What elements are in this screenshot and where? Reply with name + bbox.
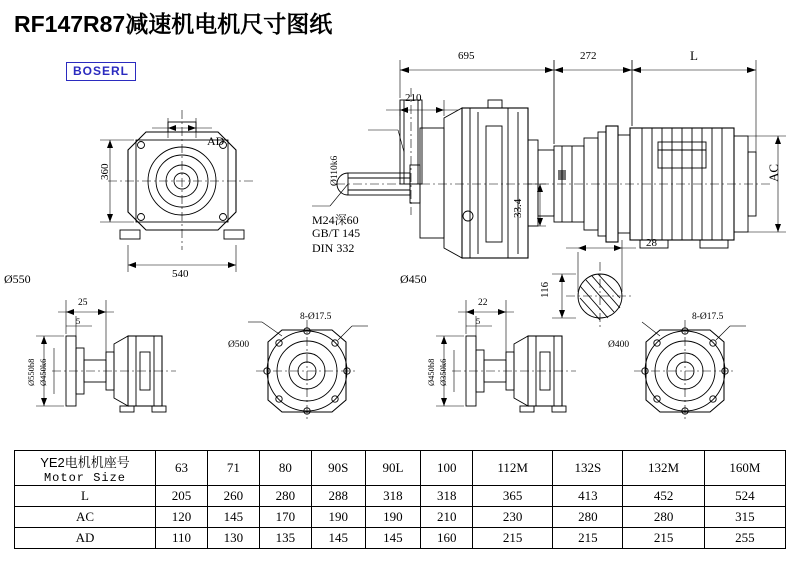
table-cell: 90L: [365, 451, 421, 486]
table-cell: 280: [553, 507, 623, 528]
dim-d500: Ø500: [228, 340, 250, 350]
dim-d550-left: Ø550: [4, 272, 31, 286]
dim-28: 28: [646, 237, 657, 249]
table-cell: 288: [311, 486, 365, 507]
table-cell: 130: [207, 528, 259, 549]
page-title: RF147R87减速机电机尺寸图纸: [14, 11, 333, 37]
table-rowhead-AC: AC: [15, 507, 156, 528]
table-cell: 80: [259, 451, 311, 486]
dim-5-b: 5: [476, 316, 481, 326]
dim-25: 25: [78, 298, 88, 308]
motor-size-table: [14, 450, 786, 549]
dim-d450-mid: Ø450: [400, 272, 427, 286]
table-cell: 63: [156, 451, 208, 486]
dim-8xo17-5-b: 8-Ø17.5: [692, 312, 724, 322]
table-cell: 110: [156, 528, 208, 549]
table-cell: 215: [553, 528, 623, 549]
table-row-header: [15, 451, 786, 486]
table-cell: 160M: [704, 451, 785, 486]
table-cell: 315: [704, 507, 785, 528]
table-cell: 190: [311, 507, 365, 528]
table-rowhead-AD: AD: [15, 528, 156, 549]
table-cell: 120: [156, 507, 208, 528]
table-rowhead-L: L: [15, 486, 156, 507]
table-cell: 215: [473, 528, 553, 549]
dim-d450h8: Ø450h8: [426, 358, 436, 386]
table-rowhead-motor-size: [15, 451, 156, 486]
table-cell: 90S: [311, 451, 365, 486]
table-cell: 145: [311, 528, 365, 549]
dim-d450k6: Ø450k6: [38, 358, 48, 386]
dim-5-a: 5: [76, 316, 81, 326]
table-cell: 524: [704, 486, 785, 507]
table-cell: 365: [473, 486, 553, 507]
table-cell: 280: [623, 507, 704, 528]
table-rowhead-en: Motor Size: [43, 470, 126, 485]
table-cell: 160: [421, 528, 473, 549]
table-row: [15, 507, 786, 528]
table-cell: 230: [473, 507, 553, 528]
brand-logo: BOSERL: [66, 62, 136, 81]
dim-33-4: 33.4: [512, 198, 524, 218]
table-rowhead-cn: YE2电机机座号: [40, 454, 130, 470]
table-cell: 205: [156, 486, 208, 507]
dim-8xo17-5-a: 8-Ø17.5: [300, 312, 332, 322]
dim-695: 695: [458, 50, 475, 62]
table-cell: 280: [259, 486, 311, 507]
dim-116: 116: [539, 281, 551, 298]
table-cell: 100: [421, 451, 473, 486]
table-cell: 132S: [553, 451, 623, 486]
dim-22: 22: [478, 298, 488, 308]
thread-note-line3: DIN 332: [312, 241, 355, 255]
table-cell: 145: [207, 507, 259, 528]
dim-360: 360: [99, 163, 111, 180]
table-cell: 413: [553, 486, 623, 507]
table-cell: 318: [421, 486, 473, 507]
table-cell: 318: [365, 486, 421, 507]
table-cell: 452: [623, 486, 704, 507]
table-cell: 210: [421, 507, 473, 528]
table-cell: 132M: [623, 451, 704, 486]
dim-d350k6: Ø350k6: [438, 358, 448, 386]
dim-AD: AD: [207, 134, 225, 148]
dim-L: L: [690, 48, 698, 63]
table-cell: 135: [259, 528, 311, 549]
table-cell: 112M: [473, 451, 553, 486]
dim-272: 272: [580, 50, 597, 62]
dim-d400: Ø400: [608, 340, 630, 350]
table-cell: 145: [365, 528, 421, 549]
dim-AC: AC: [766, 163, 781, 182]
table-row: [15, 528, 786, 549]
dim-d110k6: Ø110k6: [330, 155, 340, 186]
table-cell: 190: [365, 507, 421, 528]
thread-note-line1: M24深60: [312, 213, 359, 227]
table-cell: 255: [704, 528, 785, 549]
table-row: [15, 486, 786, 507]
dim-540: 540: [172, 268, 189, 280]
dim-d550h8: Ø550h8: [26, 358, 36, 386]
table-cell: 215: [623, 528, 704, 549]
dim-210: 210: [405, 92, 422, 104]
table-cell: 260: [207, 486, 259, 507]
thread-note-line2: GB/T 145: [312, 226, 361, 240]
table-cell: 170: [259, 507, 311, 528]
table-cell: 71: [207, 451, 259, 486]
